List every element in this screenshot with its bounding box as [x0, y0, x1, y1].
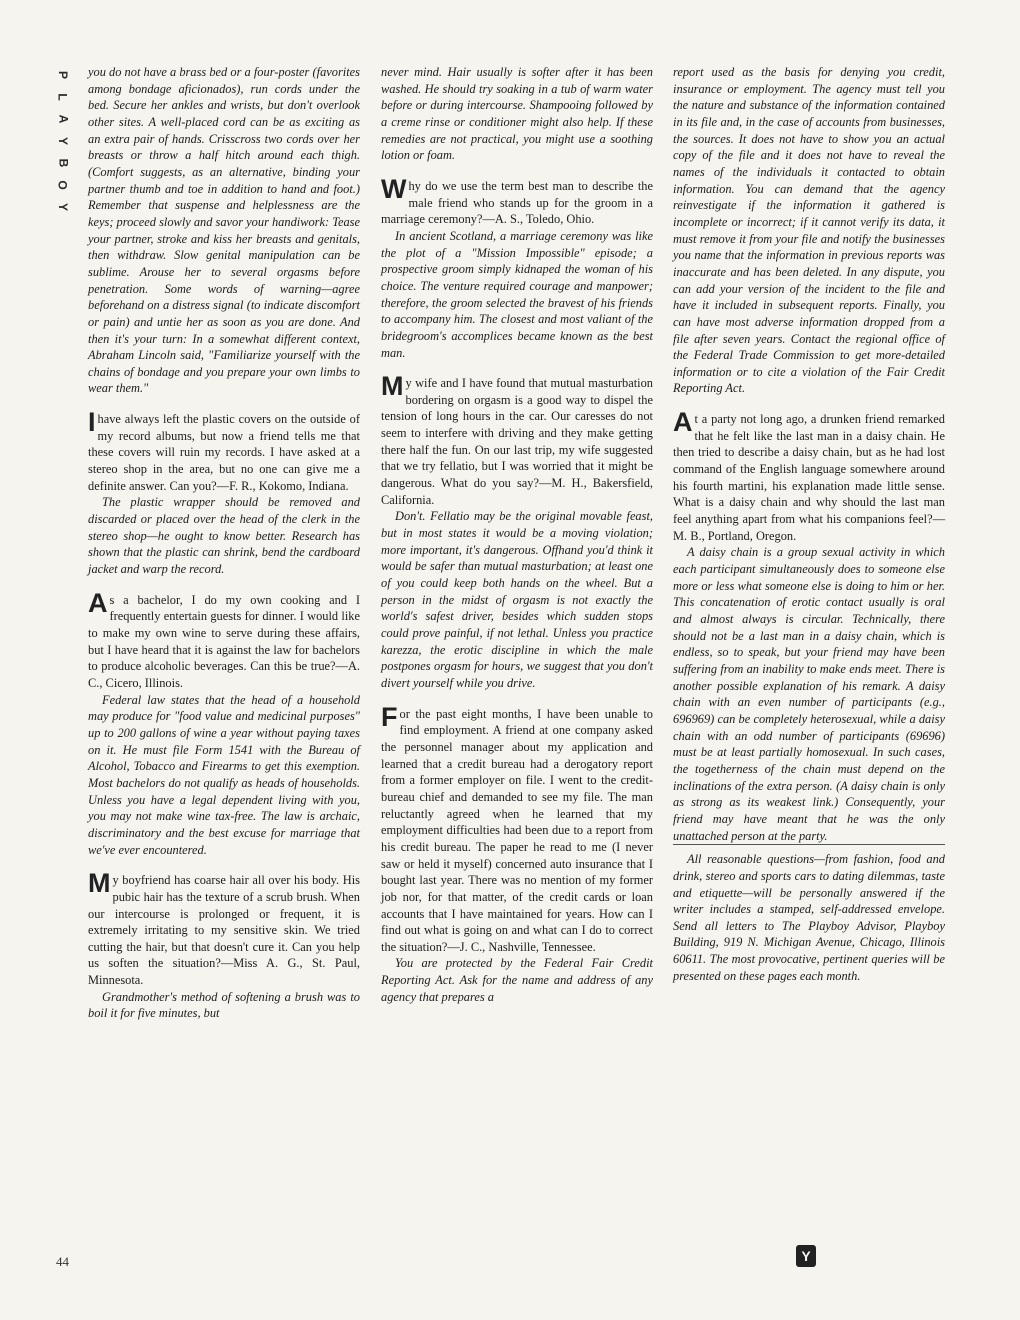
- drop-cap: A: [88, 587, 108, 618]
- question-paragraph: [88, 407, 360, 494]
- question-text: s a bachelor, I do my own cooking and I frequently entertain guests for dinner. I would like to make my own wine to serve during these affairs, but I have heard that it is against the law for bachelors to produce alcoholic beverages. Can this be true?—A. C., Cicero, Illinois.: [88, 592, 360, 690]
- question-paragraph: [88, 587, 360, 692]
- answer-paragraph: you do not have a brass bed or a four-poster (favorites among bondage aficionados), run cords under the bed. Secure her ankles and wrists, but don't overlook other sites. A well-placed cord can be as exciting as an extra pair of hands. Crisscross two cords over her breasts or throw a half hitch around each thigh. (Comfort suggests, as an alternative, binding your partner thumb and toe in addition to hand and foot.) Remember that suspense and helplessness are the keys; proceed slowly and savor your handiwork: Tease your partner, stroke and kiss her breasts and genitals, then withdraw. Slow genital manipulation can be sublime. Arouse her to several orgasms before penetration. Some words of warning—agree beforehand on a distress signal (to indicate discomfort or pain) and untie her as soon as you are done. And then it's your turn: In a somewhat different context, Abraham Lincoln said, "Familiarize yourself with the chains of bondage and you prepare your own limbs to wear them.": [88, 65, 360, 396]
- question-text: hy do we use the term best man to describe the male friend who stands up for the groom in a marriage ceremony?—A. S., Toledo, Ohio.: [381, 178, 653, 227]
- answer-paragraph: The plastic wrapper should be removed and discarded or placed over the head of the clerk in the stereo shop—he ought to know better. Research has shown that the plastic can shrink, bend the cardboard jacket and warp the record.: [88, 495, 360, 577]
- drop-cap: I: [88, 407, 96, 438]
- question-paragraph: [381, 371, 653, 508]
- column-3: [673, 64, 945, 984]
- question-text: have always left the plastic covers on the outside of my record albums, but now a friend tells me that these covers will ruin my records. I have asked at a stereo shop in the area, but no one can give me a definite answer. Can you?—F. R., Kokomo, Indiana.: [88, 412, 360, 493]
- magazine-brand-vertical: [54, 64, 72, 218]
- drop-cap: A: [673, 407, 693, 438]
- brand-letter: Y: [55, 202, 70, 212]
- question-paragraph: [381, 701, 653, 956]
- question-paragraph: [381, 173, 653, 228]
- answer-paragraph: report used as the basis for denying you credit, insurance or employment. The agency must tell you the nature and substance of the information contained in its file and, in the case of accounts from businesses, the sources. It does not have to show you an actual copy of the file and it does not have to reveal the names of the individuals it contacted to obtain information. You can demand that the agency reinvestigate if the information it gathered is incomplete or incorrect; if it cannot verify its data, it must remove it from your file and notify the businesses you name that the information in previous reports was inaccurate and has been deleted. In any dispute, you can add your version of the incident to the file and have it included in subsequent reports. Finally, you can have most adverse information dropped from a file after seven years. Contact the regional office of the Federal Trade Commission to get more-detailed information or to cite a violation of the Fair Credit Reporting Act.: [673, 65, 945, 396]
- answer-paragraph: Grandmother's method of softening a brush was to boil it for five minutes, but: [88, 989, 360, 1021]
- answer-paragraph: Don't. Fellatio may be the original movable feast, but in most states it would be a moving violation; more important, it's dangerous. Offhand you'd think it would be safer than mutual masturbation; at least one of you could keep both hands on the wheel. But a person in the midst of orgasm is not exactly the world's safest driver, besides which sudden stops could prove painful, if not lethal. Unless you practice karezza, the erotic discipline in which the male postpones orgasm for hours, we suggest that you don't divert yourself while you drive.: [381, 509, 653, 690]
- brand-letter: A: [55, 114, 70, 124]
- column-1: [88, 64, 360, 1022]
- question-text: or the past eight months, I have been unable to find employment. A friend at one company asked the personnel manager about my application and learned that a credit bureau had a derogatory report from a former employer on file. I went to the credit-bureau chief and demanded to see my file. The man reluctantly agreed when he learned that my employment difficulties had been due to a report from his credit bureau. The paper he read to me (I never saw or held it myself) concerned auto insurance that I bought last year. There was no mention of my former job nor, for that matter, of the credit cards or loan accounts that I have maintained for years. How can I find out what is going on and what can I do to correct the situation?—J. C., Nashville, Tennessee.: [381, 706, 653, 954]
- answer-paragraph: You are protected by the Federal Fair Credit Reporting Act. Ask for the name and address of any agency that prepares a: [381, 956, 653, 1004]
- question-paragraph: [673, 407, 945, 544]
- brand-letter: B: [55, 158, 70, 168]
- answer-paragraph: In ancient Scotland, a marriage ceremony was like the plot of a "Mission Impossible" episode; a prospective groom simply kidnaped the woman of his choice. The venture required courage and manpower; therefore, the groom selected the bravest of his friends to accompany him. The closest and most valiant of the bridegroom's accomplices became known as the best man.: [381, 228, 653, 360]
- submission-note: All reasonable questions—from fashion, food and drink, stereo and sports cars to dating dilemmas, taste and etiquette—will be personally answered if the writer includes a stamped, self-addressed envelope. Send all letters to The Playboy Advisor, Playboy Building, 919 N. Michigan Avenue, Chicago, Illinois 60611. The most provocative, pertinent queries will be presented on these pages each month.: [673, 844, 945, 984]
- drop-cap: F: [381, 701, 398, 732]
- answer-paragraph: Federal law states that the head of a household may produce for "food value and medicinal purposes" up to 200 gallons of wine a year without paying taxes on it. He must file Form 1541 with the Bureau of Alcohol, Tobacco and Firearms to get this exemption. Most bachelors do not qualify as heads of households. Unless you have a legal dependent living with you, you may not make wine tax-free. The law is archaic, discriminatory and the best excuse for marriage that we've ever encountered.: [88, 692, 360, 857]
- brand-letter: O: [56, 180, 70, 190]
- answer-paragraph: A daisy chain is a group sexual activity in which each participant simultaneously does to someone else more or less what someone else is doing to him or her. This concatenation of erotic contact usually is oral and almost always is circular. Technically, there should not be a last man in a daisy chain, which is endless, so to speak, but your friend may have been suffering from an inability to make ends meet. There is another possible explanation of his remark. A daisy chain with an even number of participants (e.g., 696969) can be completely heterosexual, while a daisy chain with an odd number of participants (69696) must be at least partially homosexual. In such cases, the togetherness of the chain must depend on the inclinations of the extra person. (A daisy chain is only as strong as its weakest link.) Consequently, your friend may have meant that he was the only unattached person at the party.: [673, 545, 945, 843]
- brand-letter: Y: [55, 136, 70, 146]
- drop-cap: M: [88, 868, 111, 899]
- question-text: y boyfriend has coarse hair all over his body. His pubic hair has the texture of a scrub brush. When our intercourse is prolonged or frequent, it is extremely irritating to my sensitive skin. We tried cutting the hair, but that doesn't cure it. Can you help us soften the situation?—Miss A. G., St. Paul, Minnesota.: [88, 873, 360, 988]
- column-2: [381, 64, 653, 1005]
- drop-cap: M: [381, 371, 404, 402]
- brand-letter: P: [55, 70, 70, 80]
- end-mark-logo-icon: Y: [796, 1245, 816, 1267]
- answer-paragraph: never mind. Hair usually is softer after it has been washed. He should try soaking in a tub of warm water before or during intercourse. Shampooing followed by a creme rinse or conditioner might also help. If these remedies are not practical, you might use a soothing lotion or foam.: [381, 65, 653, 163]
- question-text: y wife and I have found that mutual masturbation bordering on orgasm is a good way to dispel the tension of long hours in the car. Our caresses do not seem to interfere with driving and they make getting there half the fun. On our last trip, my wife suggested that we try fellatio, but I was worried that it might be dangerous. What do you say?—M. H., Bakersfield, California.: [381, 376, 653, 507]
- question-paragraph: [88, 868, 360, 989]
- brand-letter: L: [56, 93, 70, 101]
- page-number: 44: [56, 1254, 69, 1269]
- question-text: t a party not long ago, a drunken friend remarked that he felt like the last man in a daisy chain. He then tried to describe a daisy chain, but as he had lost command of the English language somewhere around his fourth martini, his explanation made little sense. What is a daisy chain and why should the last man feel anything apart from what his companions feel?—M. B., Portland, Oregon.: [673, 412, 945, 543]
- drop-cap: W: [381, 173, 407, 204]
